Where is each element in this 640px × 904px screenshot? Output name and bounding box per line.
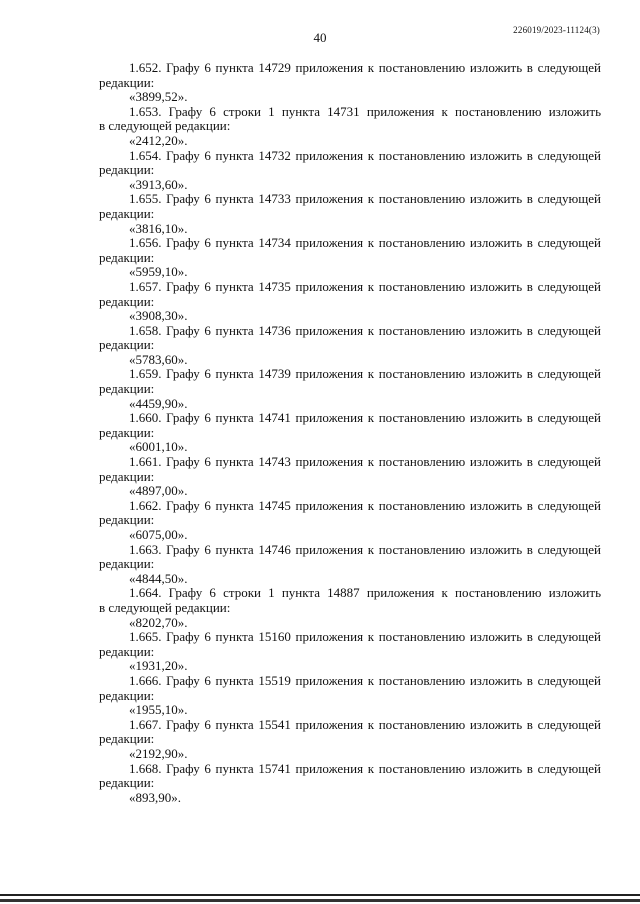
amendment-value: «5783,60». [129, 351, 188, 367]
amendment-item [99, 543, 601, 587]
amendment-value: «1931,20». [129, 658, 188, 674]
amendment-text: 1.656. Графу 6 пункта 14734 приложения к постановлению изложить в следующей [129, 235, 601, 251]
amendment-value: «2192,90». [129, 745, 188, 761]
amendment-text: 1.658. Графу 6 пункта 14736 приложения к постановлению изложить в следующей [129, 322, 601, 338]
amendment-value: «3899,52». [129, 89, 188, 105]
amendment-text-continuation: редакции: [99, 556, 155, 572]
amendment-text-continuation: редакции: [99, 424, 155, 440]
amendment-value: «3913,60». [129, 176, 188, 192]
amendment-item [99, 280, 601, 324]
amendment-text: 1.665. Графу 6 пункта 15160 приложения к постановлению изложить в следующей [129, 629, 601, 645]
amendment-text: 1.655. Графу 6 пункта 14733 приложения к постановлению изложить в следующей [129, 191, 601, 207]
amendment-text-continuation: редакции: [99, 381, 155, 397]
document-id: 226019/2023-11124(3) [513, 25, 600, 35]
amendment-text-continuation: редакции: [99, 205, 155, 221]
amendment-text: 1.652. Графу 6 пункта 14729 приложения к постановлению изложить в следующей [129, 60, 601, 75]
amendment-text-continuation: редакции: [99, 731, 155, 747]
amendment-text-continuation: редакции: [99, 468, 155, 484]
amendment-value: «893,90». [129, 789, 181, 805]
amendment-text-continuation: редакции: [99, 687, 155, 703]
amendment-value: «6075,00». [129, 527, 188, 542]
amendment-text-continuation: редакции: [99, 249, 155, 265]
amendment-item [99, 630, 601, 674]
amendment-item [99, 455, 601, 499]
amendment-text: 1.668. Графу 6 пункта 15741 приложения к постановлению изложить в следующей [129, 760, 601, 776]
amendment-item [99, 499, 601, 543]
amendment-text-continuation: редакции: [99, 337, 155, 353]
amendment-text: 1.666. Графу 6 пункта 15519 приложения к постановлению изложить в следующей [129, 672, 601, 688]
amendment-item [99, 192, 601, 236]
amendment-text: 1.663. Графу 6 пункта 14746 приложения к постановлению изложить в следующей [129, 541, 601, 557]
amendment-value: «1955,10». [129, 702, 188, 718]
amendment-text: 1.659. Графу 6 пункта 14739 приложения к постановлению изложить в следующей [129, 366, 601, 382]
amendment-value: «4897,00». [129, 483, 188, 499]
scan-edge-line [0, 899, 640, 902]
scan-edge-line [0, 894, 640, 896]
amendment-text-continuation: редакции: [99, 74, 155, 90]
amendment-value: «6001,10». [129, 439, 188, 455]
amendment-text-continuation: редакции: [99, 775, 155, 791]
page-number: 40 [313, 30, 327, 45]
amendment-item [99, 61, 601, 105]
amendment-text: 1.662. Графу 6 пункта 14745 приложения к постановлению изложить в следующей [129, 497, 601, 513]
amendment-item [99, 105, 601, 149]
amendment-item [99, 718, 601, 762]
amendment-item [99, 586, 601, 630]
amendment-value: «4844,50». [129, 570, 188, 586]
amendment-value: «4459,90». [129, 395, 188, 411]
amendment-value: «3908,30». [129, 308, 188, 324]
amendment-value: «5959,10». [129, 264, 188, 280]
amendment-item [99, 411, 601, 455]
amendment-item [99, 149, 601, 193]
amendment-text-continuation: в следующей редакции: [99, 599, 231, 615]
amendment-text: 1.654. Графу 6 пункта 14732 приложения к постановлению изложить в следующей [129, 147, 601, 163]
amendment-text: 1.660. Графу 6 пункта 14741 приложения к постановлению изложить в следующей [129, 410, 601, 426]
amendment-item [99, 367, 601, 411]
amendment-text-continuation: редакции: [99, 512, 155, 528]
amendment-text: 1.653. Графу 6 строки 1 пункта 14731 приложения к постановлению изложить [129, 103, 601, 119]
amendment-item [99, 324, 601, 368]
amendment-value: «3816,10». [129, 220, 188, 236]
amendment-value: «2412,20». [129, 132, 188, 148]
document-body [99, 61, 601, 805]
amendment-item [99, 236, 601, 280]
amendment-text-continuation: редакции: [99, 643, 155, 659]
amendment-text: 1.657. Графу 6 пункта 14735 приложения к постановлению изложить в следующей [129, 278, 601, 294]
amendment-text-continuation: редакции: [99, 293, 155, 309]
amendment-text: 1.667. Графу 6 пункта 15541 приложения к постановлению изложить в следующей [129, 716, 601, 732]
amendment-item [99, 762, 601, 806]
amendment-text-continuation: редакции: [99, 162, 155, 178]
amendment-text-continuation: в следующей редакции: [99, 118, 231, 134]
amendment-text: 1.664. Графу 6 строки 1 пункта 14887 приложения к постановлению изложить [129, 585, 601, 601]
amendment-text: 1.661. Графу 6 пункта 14743 приложения к постановлению изложить в следующей [129, 454, 601, 470]
amendment-value: «8202,70». [129, 614, 188, 630]
amendment-item [99, 674, 601, 718]
